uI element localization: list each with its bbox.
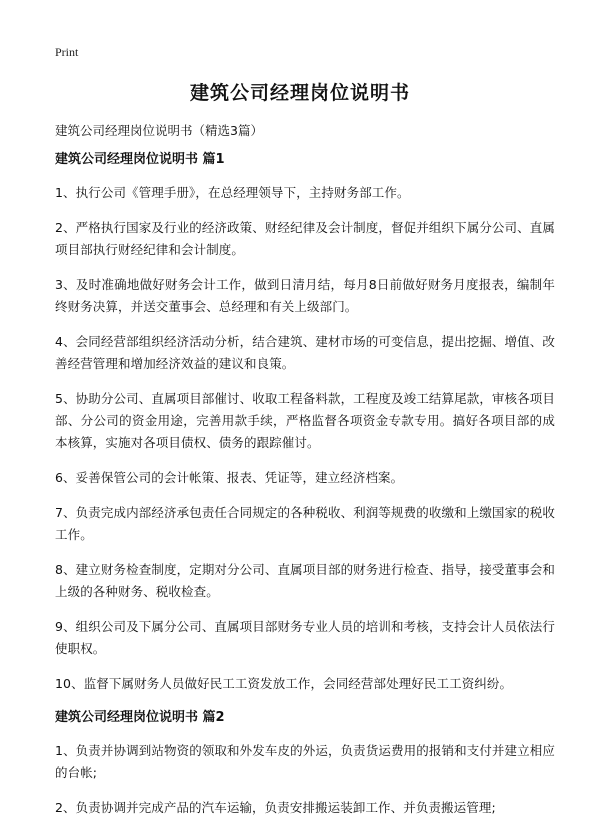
paragraph: 9、组织公司及下属分公司、直属项目部财务专业人员的培训和考核，支持会计人员依法行使职权。 bbox=[55, 619, 555, 656]
document-body bbox=[55, 150, 555, 828]
paragraph: 7、负责完成内部经济承包责任合同规定的各种税收、利润等规费的收缴和上缴国家的税收工作。 bbox=[55, 505, 555, 542]
paragraph: 5、协助分公司、直属项目部催讨、收取工程备料款，工程度及竣工结算尾款，审核各项目部、分公司的资金用途，完善用款手续，严格监督各项资金专款专用。搞好各项目部的成本核算，实施对各项目债权、债务的跟踪催讨。 bbox=[55, 391, 555, 450]
paragraph: 8、建立财务检查制度，定期对分公司、直属项目部的财务进行检查、指导，接受董事会和上级的各种财务、税收检查。 bbox=[55, 562, 555, 599]
section-heading: 建筑公司经理岗位说明书 篇2 bbox=[55, 710, 225, 725]
paragraph: 10、监督下属财务人员做好民工工资发放工作，会同经营部处理好民工工资纠纷。 bbox=[55, 676, 513, 691]
section-1 bbox=[55, 150, 555, 695]
page-title: 建筑公司经理岗位说明书 bbox=[189, 82, 410, 104]
paragraph: 1、执行公司《管理手册》，在总经理领导下，主持财务部工作。 bbox=[55, 185, 410, 200]
document-subtitle: 建筑公司经理岗位说明书（精选3篇） bbox=[55, 123, 263, 138]
paragraph: 1、负责并协调到站物资的领取和外发车皮的外运，负责货运费用的报销和支付并建立相应的台帐; bbox=[55, 743, 555, 780]
paragraph: 2、严格执行国家及行业的经济政策、财经纪律及会计制度，督促并组织下属分公司、直属项目部执行财经纪律和会计制度。 bbox=[55, 220, 555, 257]
paragraph: 3、及时准确地做好财务会计工作，做到日清月结，每月8日前做好财务月度报表，编制年终财务决算，并送交董事会、总经理和有关上级部门。 bbox=[55, 277, 555, 314]
print-link[interactable]: Print bbox=[55, 45, 79, 59]
paragraph: 2、负责协调并完成产品的汽车运输，负责安排搬运装卸工作、并负责搬运管理; bbox=[55, 800, 496, 815]
section-2 bbox=[55, 708, 555, 819]
section-heading: 建筑公司经理岗位说明书 篇1 bbox=[55, 152, 225, 167]
paragraph: 6、妥善保管公司的会计帐策、报表、凭证等，建立经济档案。 bbox=[55, 470, 404, 485]
paragraph: 4、会同经营部组织经济活动分析，结合建筑、建材市场的可变信息，提出挖掘、增值、改善经营管理和增加经济效益的建议和良策。 bbox=[55, 334, 555, 371]
